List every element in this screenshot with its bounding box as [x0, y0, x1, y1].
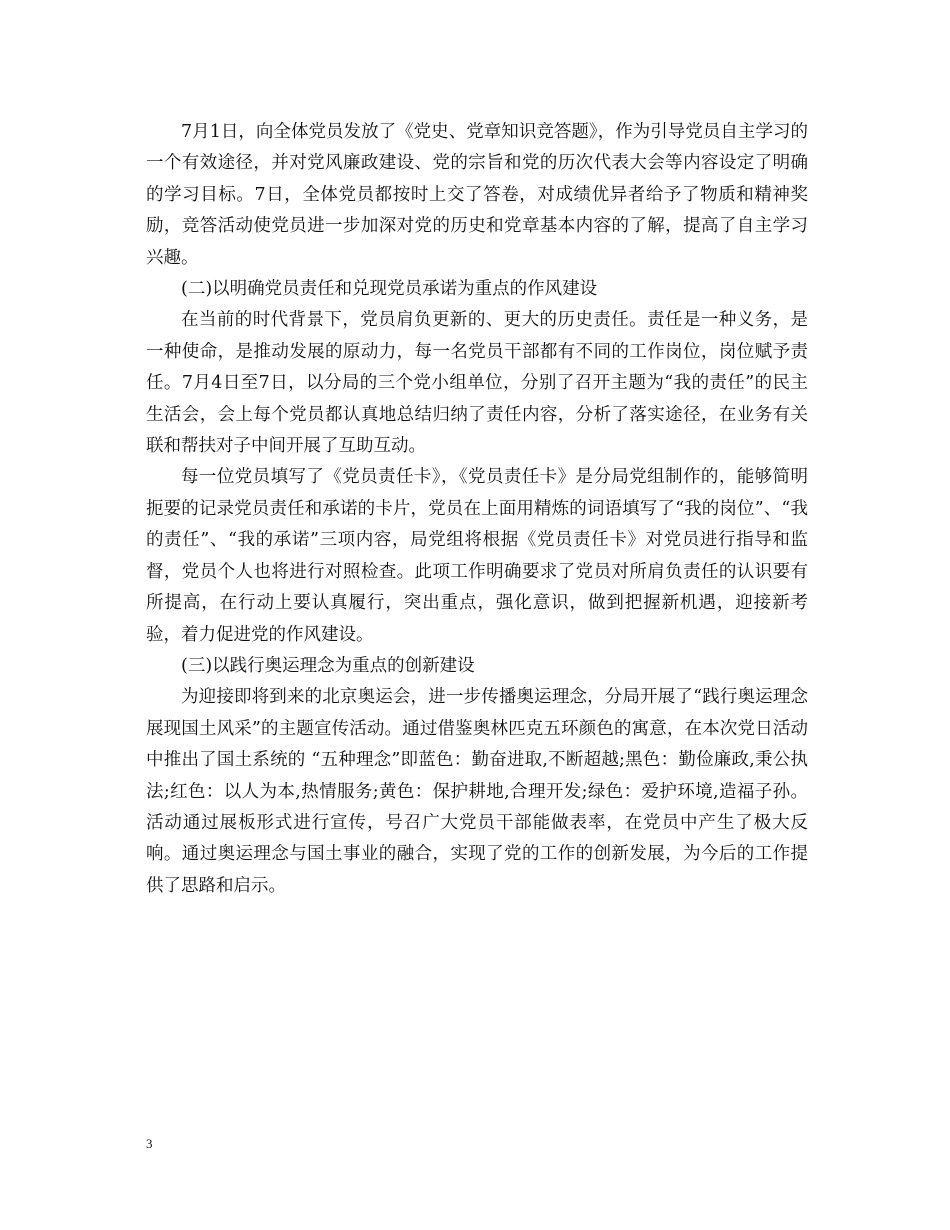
page-number: 3 — [146, 1136, 153, 1151]
paragraph-party-history-quiz: 7月1日，向全体党员发放了《党史、党章知识竞答题》，作为引导党员自主学习的一个有效途径，并对党风廉政建设、党的宗旨和党的历次代表大会等内容设定了明确的学习目标。7日，全体党员都按时上交了答卷，对成绩优异者给予了物质和精神奖励，竞答活动使党员进一步加深对党的历史和党章基本内容的了解，提高了自主学习兴趣。 — [146, 122, 808, 268]
paragraph-olympic-concepts: 为迎接即将到来的北京奥运会，进一步传播奥运理念，分局开展了“践行奥运理念 展现国土风采”的主题宣传活动。通过借鉴奥林匹克五环颜色的寓意，在本次党日活动中推出了国土系统的 “五种理念”即蓝色：勤奋进取,不断超越;黑色：勤俭廉政,秉公执法;红色：以人为本,热情服务;黄色：保护耕地,合理开发;绿色：爱护环境,造福子孙。活动通过展板形式进行宣传，号召广大党员干部能做表率，在党员中产生了极大反响。通过奥运理念与国土事业的融合，实现了党的工作的创新发展，为今后的工作提供了思路和启示。 — [146, 687, 808, 896]
section-heading-olympic-innovation: (三)以践行奥运理念为重点的创新建设 — [181, 655, 475, 676]
paragraph-responsibility-card: 每一位党员填写了《党员责任卡》，《党员责任卡》是分局党组制作的，能够简明扼要的记录党员责任和承诺的卡片，党员在上面用精炼的词语填写了“我的岗位”、“我的责任”、“我的承诺”三项内容，局党组将根据《党员责任卡》对党员进行指导和监督，党员个人也将进行对照检查。此项工作明确要求了党员对所肩负责任的认识要有所提高，在行动上要认真履行，突出重点，强化意识，做到把握新机遇，迎接新考验，着力促进党的作风建设。 — [146, 467, 808, 645]
document-body — [146, 117, 808, 902]
paragraph-historical-responsibility: 在当前的时代背景下，党员肩负更新的、更大的历史责任。责任是一种义务，是一种使命，是推动发展的原动力，每一名党员干部都有不同的工作岗位，岗位赋予责任。7月4日至7日，以分局的三个党小组单位，分别了召开主题为“我的责任”的民主生活会，会上每个党员都认真地总结归纳了责任内容，分析了落实途径，在业务有关联和帮扶对子中间开展了互助互动。 — [146, 310, 808, 457]
section-heading-responsibility: (二)以明确党员责任和兑现党员承诺为重点的作风建设 — [181, 279, 598, 300]
